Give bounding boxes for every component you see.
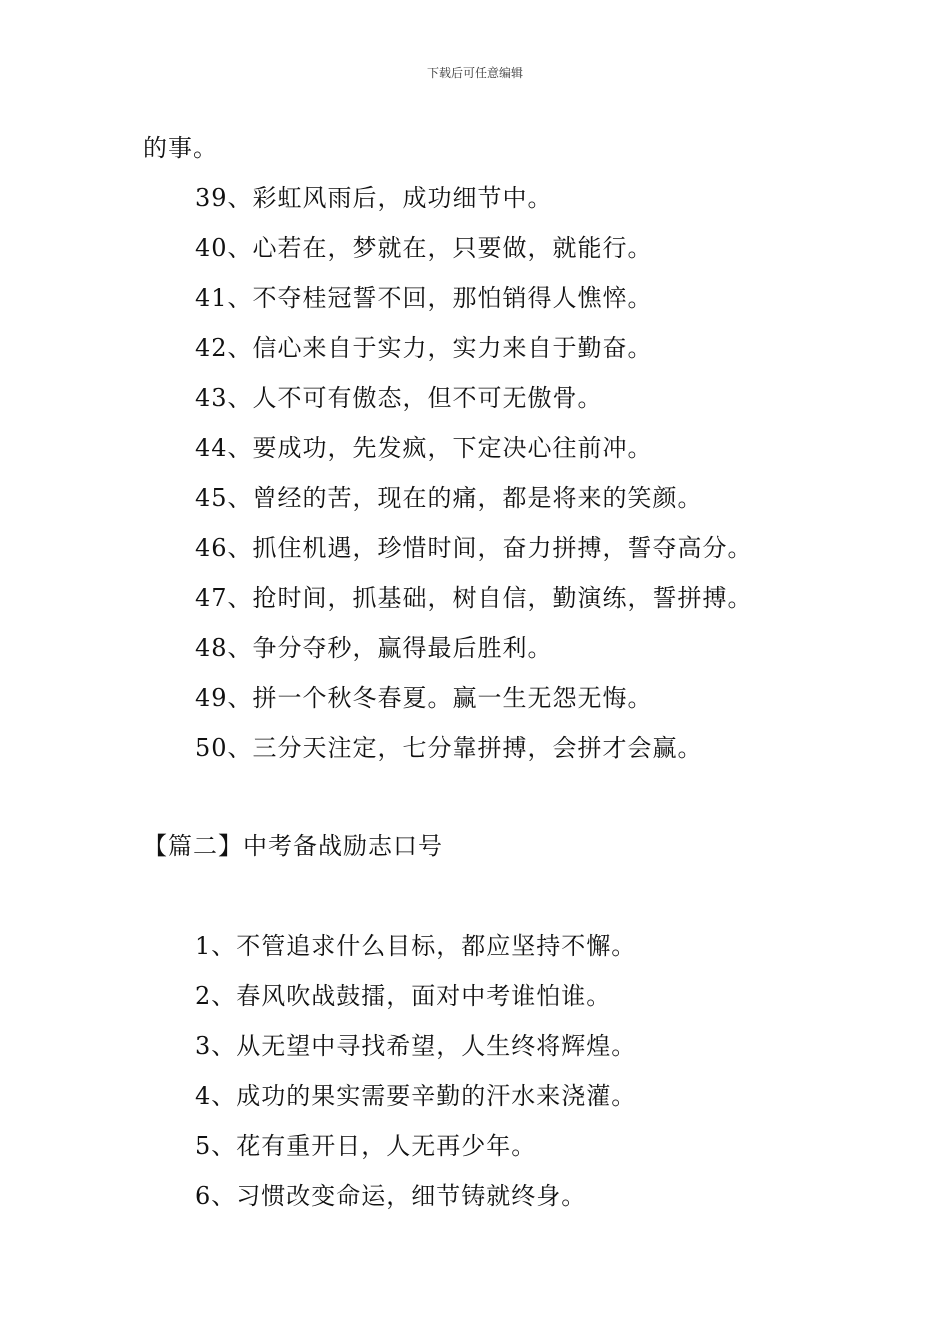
list-item: 50、三分天注定，七分靠拼搏，会拼才会赢。 [195,734,703,762]
list-item: 49、拼一个秋冬春夏。赢一生无怨无悔。 [195,684,653,712]
list-item: 3、从无望中寻找希望，人生终将辉煌。 [195,1032,637,1060]
list-item: 5、花有重开日，人无再少年。 [195,1132,537,1160]
page-header: 下载后可任意编辑 [426,66,523,80]
list-item: 4、成功的果实需要辛勤的汗水来浇灌。 [195,1082,637,1110]
list-item: 40、心若在，梦就在，只要做，就能行。 [195,234,653,262]
list-item: 46、抓住机遇，珍惜时间，奋力拼搏，誓夺高分。 [195,534,753,562]
list-item: 45、曾经的苦，现在的痛，都是将来的笑颜。 [195,484,703,512]
list-item: 48、争分夺秒，赢得最后胜利。 [195,634,553,662]
list-item: 42、信心来自于实力，实力来自于勤奋。 [195,334,653,362]
list-item: 2、春风吹战鼓擂，面对中考谁怕谁。 [195,982,612,1010]
continuation-text: 的事。 [143,134,218,162]
list-item: 44、要成功，先发疯，下定决心往前冲。 [195,434,653,462]
list-item: 47、抢时间，抓基础，树自信，勤演练，誓拼搏。 [195,584,753,612]
list-item: 39、彩虹风雨后，成功细节中。 [195,184,553,212]
list-item: 41、不夺桂冠誓不回，那怕销得人憔悴。 [195,284,653,312]
list-item: 43、人不可有傲态，但不可无傲骨。 [195,384,603,412]
list-item: 6、习惯改变命运，细节铸就终身。 [195,1182,587,1210]
section-title: 【篇二】中考备战励志口号 [143,832,443,860]
list-item: 1、不管追求什么目标，都应坚持不懈。 [195,932,637,960]
